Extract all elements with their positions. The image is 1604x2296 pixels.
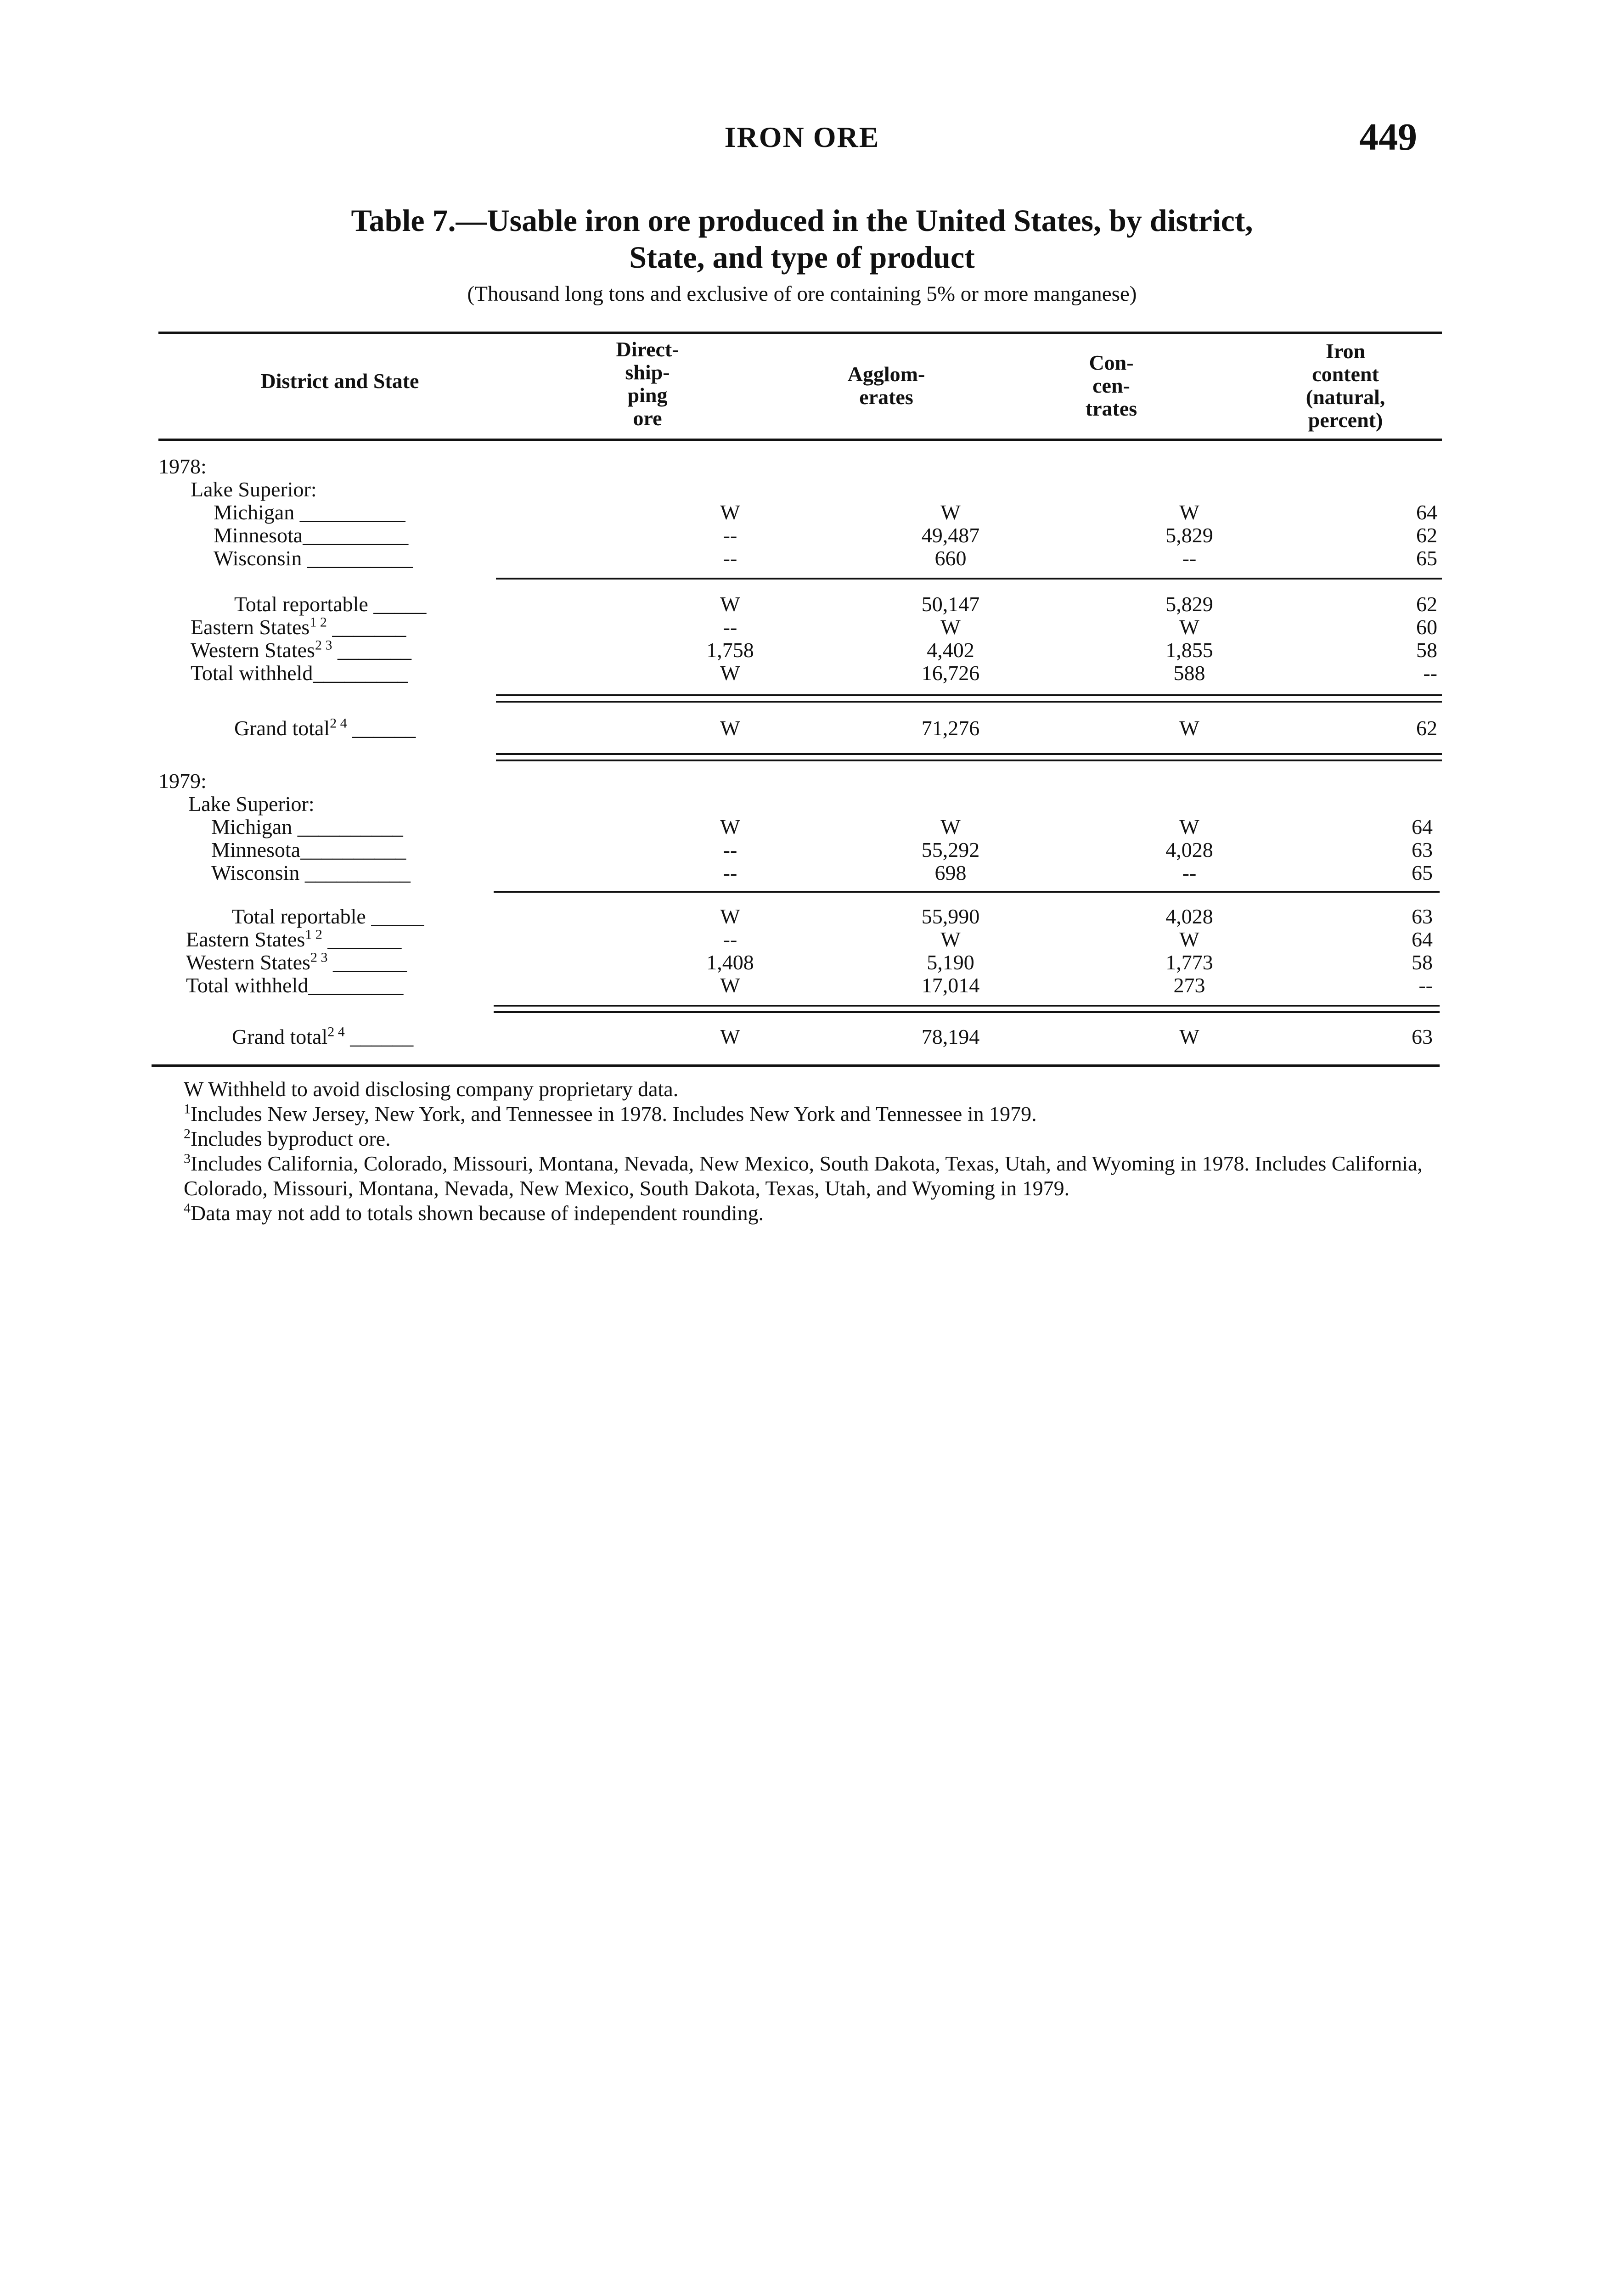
row-label: Total withheld_________ [191, 661, 408, 685]
grand-total-rule-bottom [496, 753, 1442, 755]
cell-direct: 1,758 [706, 638, 754, 662]
row-label: Minnesota__________ [211, 838, 406, 861]
header-concentrates [1042, 351, 1180, 420]
cell-conc: 5,829 [1165, 523, 1213, 547]
table-bottom-rule [152, 1064, 1440, 1067]
header-direct-shipping-ore [579, 338, 716, 430]
grand-total-rule-bottom-2 [496, 760, 1442, 761]
cell-agglom: 5,190 [927, 951, 974, 974]
header-direct-line-3: ping [627, 383, 668, 407]
footnote-4: $^4$Data may not add to totals shown because of independent rounding. [184, 1200, 764, 1225]
row-label: Wisconsin __________ [214, 546, 413, 570]
cell-iron: 63 [1412, 905, 1433, 928]
cell-direct: -- [723, 546, 737, 570]
cell-agglom: W [940, 815, 961, 838]
cell-direct: -- [723, 928, 737, 951]
cell-conc: W [1179, 615, 1199, 639]
cell-direct: -- [723, 523, 737, 547]
header-agglomerates [817, 363, 955, 409]
cell-agglom: 78,194 [921, 1025, 980, 1048]
cell-iron: 62 [1416, 716, 1437, 740]
grand-total-rule-top-2 [496, 701, 1442, 703]
cell-iron: 60 [1416, 615, 1437, 639]
cell-iron: -- [1418, 974, 1433, 997]
cell-iron: 58 [1416, 638, 1437, 662]
cell-conc: 5,829 [1165, 592, 1213, 616]
row-label: 1978: [158, 455, 207, 478]
cell-agglom: W [940, 615, 961, 639]
cell-conc: W [1179, 501, 1199, 524]
cell-iron: 64 [1412, 815, 1433, 838]
cell-conc: 273 [1173, 974, 1205, 997]
header-conc-line-2: cen- [1092, 374, 1130, 397]
header-iron-line-4: percent) [1308, 408, 1383, 432]
cell-conc: 4,028 [1165, 838, 1213, 861]
table-row [0, 501, 1604, 524]
row-label: Lake Superior: [191, 478, 317, 501]
cell-agglom: 71,276 [921, 716, 980, 740]
header-district-state: District and State [260, 369, 419, 393]
footnote-2: $^2$Includes byproduct ore. [184, 1126, 391, 1150]
cell-iron: 65 [1412, 861, 1433, 884]
table-row [0, 792, 1604, 816]
cell-direct: W [720, 974, 740, 997]
header-agglom-line-1: Agglom- [847, 362, 925, 386]
cell-direct: 1,408 [706, 951, 754, 974]
cell-conc: 4,028 [1165, 905, 1213, 928]
row-label: Minnesota__________ [214, 523, 409, 547]
table-subtitle: (Thousand long tons and exclusive of ore containing 5% or more manganese) [467, 282, 1137, 306]
cell-iron: 63 [1412, 838, 1433, 861]
row-label: Michigan __________ [211, 815, 403, 838]
table-row [0, 478, 1604, 501]
row-label: Eastern States$^{1 2}$ _______ [186, 927, 402, 951]
header-conc-line-1: Con- [1089, 351, 1134, 374]
cell-direct: W [720, 501, 740, 524]
row-label: Grand total$^{2 4}$ ______ [232, 1024, 414, 1048]
cell-agglom: 4,402 [927, 638, 974, 662]
cell-direct: W [720, 1025, 740, 1048]
grand-total-rule-top [494, 1005, 1440, 1007]
table-row [0, 838, 1604, 862]
header-bottom-rule [158, 439, 1442, 441]
header-direct-line-4: ore [633, 406, 662, 430]
header-direct-line-1: Direct- [616, 338, 679, 361]
cell-agglom: 55,292 [921, 838, 980, 861]
cell-iron: 64 [1416, 501, 1437, 524]
row-label: Total reportable _____ [234, 592, 427, 616]
cell-iron: 62 [1416, 523, 1437, 547]
cell-agglom: 49,487 [921, 523, 980, 547]
cell-agglom: W [940, 928, 961, 951]
header-direct-line-2: ship- [625, 360, 670, 384]
cell-conc: 1,773 [1165, 951, 1213, 974]
table-row [0, 615, 1604, 639]
cell-agglom: 50,147 [921, 592, 980, 616]
table-row [0, 1025, 1604, 1049]
row-label: Total withheld_________ [186, 974, 404, 997]
table-row [0, 592, 1604, 616]
footnote-w: W Withheld to avoid disclosing company proprietary data. [184, 1077, 679, 1101]
grand-total-rule-top-2 [494, 1011, 1440, 1013]
cell-direct: -- [723, 615, 737, 639]
table-row [0, 905, 1604, 929]
cell-direct: W [720, 905, 740, 928]
table-row [0, 928, 1604, 951]
row-label: Michigan __________ [214, 501, 405, 524]
header-iron-line-3: (natural, [1306, 385, 1385, 409]
cell-conc: 588 [1173, 661, 1205, 685]
row-label: Total reportable _____ [232, 905, 424, 928]
cell-iron: 65 [1416, 546, 1437, 570]
cell-iron: 58 [1412, 951, 1433, 974]
cell-conc: W [1179, 1025, 1199, 1048]
header-agglom-line-2: erates [859, 385, 913, 409]
cell-direct: -- [723, 838, 737, 861]
cell-direct: -- [723, 861, 737, 884]
table-row [0, 523, 1604, 547]
cell-iron: -- [1423, 661, 1437, 685]
cell-conc: W [1179, 716, 1199, 740]
cell-iron: 63 [1412, 1025, 1433, 1048]
page-number: 449 [1359, 116, 1417, 158]
cell-conc: -- [1182, 861, 1197, 884]
cell-agglom: 698 [934, 861, 967, 884]
cell-agglom: W [940, 501, 961, 524]
table-row [0, 974, 1604, 997]
table-row [0, 861, 1604, 885]
table-row [0, 951, 1604, 974]
cell-agglom: 660 [934, 546, 967, 570]
subtotal-rule [496, 578, 1442, 580]
table-row [0, 769, 1604, 793]
table-row [0, 661, 1604, 685]
table-top-rule [158, 332, 1442, 334]
table-row [0, 638, 1604, 662]
cell-conc: W [1179, 815, 1199, 838]
table-row [0, 716, 1604, 740]
subtotal-rule [494, 891, 1440, 893]
header-iron-content [1277, 340, 1414, 432]
row-label: Lake Superior: [188, 792, 315, 816]
row-label: Western States$^{2 3}$ _______ [191, 637, 411, 662]
running-title: IRON ORE [724, 121, 880, 153]
row-label: 1979: [158, 769, 207, 793]
table-row [0, 546, 1604, 570]
header-iron-line-1: Iron [1325, 339, 1366, 363]
cell-agglom: 16,726 [921, 661, 980, 685]
cell-iron: 62 [1416, 592, 1437, 616]
cell-conc: W [1179, 928, 1199, 951]
cell-agglom: 17,014 [921, 974, 980, 997]
table-title-line-2: State, and type of product [629, 240, 975, 275]
table-row [0, 455, 1604, 478]
footnote-3: $^3$Includes California, Colorado, Missouri, Montana, Nevada, New Mexico, South Dakota, Texas, Utah, and Wyoming in 1978. Includes California, Colorado, Missouri, Montana, Nevada, New Mexico, South Dakota, Texas, Utah, and Wyoming in 1979. [184, 1151, 1423, 1200]
cell-direct: W [720, 592, 740, 616]
cell-agglom: 55,990 [921, 905, 980, 928]
row-label: Wisconsin __________ [211, 861, 411, 884]
table-row [0, 815, 1604, 839]
row-label: Eastern States$^{1 2}$ _______ [191, 614, 406, 639]
cell-conc: -- [1182, 546, 1197, 570]
footnote-1: $^1$Includes New Jersey, New York, and Tennessee in 1978. Includes New York and Tennessee in 1979. [184, 1101, 1037, 1125]
header-iron-line-2: content [1312, 362, 1379, 386]
footnotes [184, 1077, 1424, 1226]
cell-direct: W [720, 716, 740, 740]
cell-direct: W [720, 661, 740, 685]
cell-iron: 64 [1412, 928, 1433, 951]
row-label: Grand total$^{2 4}$ ______ [234, 715, 416, 740]
table-title [0, 202, 1604, 276]
header-conc-line-3: trates [1085, 397, 1137, 420]
cell-conc: 1,855 [1165, 638, 1213, 662]
cell-direct: W [720, 815, 740, 838]
table-title-line-1: Table 7.—Usable iron ore produced in the United States, by district, [351, 203, 1253, 238]
grand-total-rule-top [496, 694, 1442, 696]
row-label: Western States$^{2 3}$ _______ [186, 950, 407, 974]
